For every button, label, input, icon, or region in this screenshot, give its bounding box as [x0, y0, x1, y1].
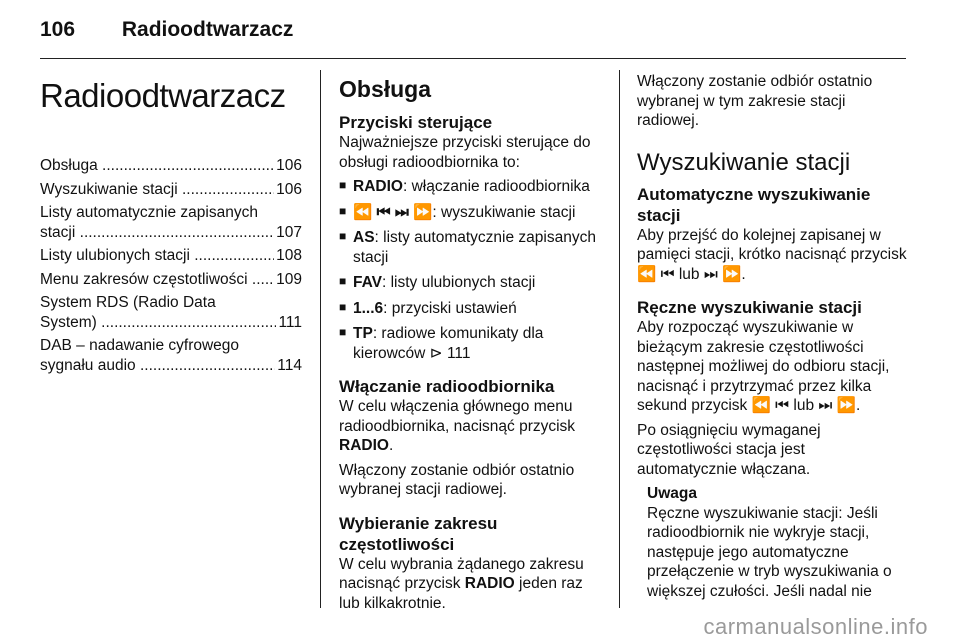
- paragraph-intro: Najważniejsze przyciski sterujące do obsługi radioodbiornika to:: [339, 134, 591, 171]
- toc-entry[interactable]: [40, 156, 302, 176]
- content-column-3: [637, 72, 907, 601]
- page-number: 106: [40, 18, 76, 41]
- page-header: [40, 18, 293, 42]
- header-divider: [40, 58, 906, 59]
- note-title: Uwaga: [647, 485, 697, 502]
- item-text: : radiowe komunikaty dla kierowców ⊳ 111: [353, 325, 544, 362]
- button-key: TP: [353, 325, 373, 342]
- item-text: : przyciski ustawień: [383, 299, 517, 317]
- toc-text: Menu zakresów częstotliwości .....: [40, 270, 274, 290]
- subheading-przyciski: Przyciski sterujące: [339, 113, 493, 132]
- item-text: : listy ulubionych stacji: [382, 274, 536, 291]
- paragraph-wlaczanie: [339, 397, 605, 456]
- toc-entry[interactable]: [40, 336, 302, 375]
- button-key: RADIO: [339, 437, 389, 454]
- toc-page: 106: [276, 180, 302, 198]
- toc-entry[interactable]: [40, 203, 302, 242]
- section-heading-obsluga: Obsługa: [339, 76, 432, 102]
- paragraph-text: W celu wybrania żądanego zakresu nacisnąć przycisk: [339, 555, 584, 592]
- paragraph-wlaczanie-2: Włączony zostanie odbiór ostatnio wybranej stacji radiowej.: [339, 461, 575, 498]
- list-item: [339, 273, 605, 293]
- column-divider-2: [619, 70, 620, 608]
- note-box: [637, 484, 907, 601]
- toc-page: 107: [276, 223, 302, 241]
- button-key: FAV: [353, 274, 382, 291]
- toc-text: sygnału audio .....: [40, 356, 275, 376]
- toc-text: Wyszukiwanie stacji .....: [40, 180, 274, 200]
- toc-page: 108: [276, 247, 302, 264]
- paragraph-auto: Aby przejść do kolejnej zapisanej w pamięci stacji, krótko nacisnąć przycisk ⏪ ⏮ lub ⏭ ⏩.: [637, 226, 907, 283]
- toc-text: Listy ulubionych stacji .....: [40, 246, 274, 266]
- paragraph-po: Po osiągnięciu wymaganej częstotliwości stacja jest automatycznie włączana.: [637, 421, 821, 478]
- toc-entry[interactable]: [40, 270, 302, 290]
- item-text: : włączanie radioodbiornika: [402, 178, 590, 195]
- paragraph-text: jeden raz lub kilkakrotnie.: [339, 575, 583, 612]
- button-key: RADIO: [353, 178, 403, 195]
- item-text: : wyszukiwanie stacji: [432, 203, 576, 221]
- button-key: RADIO: [464, 575, 515, 592]
- watermark: carmanualsonline.info: [703, 614, 928, 639]
- button-key: 1...6: [353, 299, 384, 317]
- toc-page: 111: [278, 313, 302, 331]
- toc-text: System) .....: [40, 313, 276, 333]
- paragraph-zakres: [339, 555, 605, 614]
- list-item: [339, 299, 605, 319]
- list-item: [339, 324, 605, 363]
- toc-text: Listy automatycznie zapisanych: [40, 204, 258, 221]
- toc-page: 109: [276, 270, 302, 288]
- paragraph-top: Włączony zostanie odbiór ostatnio wybranej w tym zakresie stacji radiowej.: [637, 73, 873, 129]
- controls-list: [339, 177, 605, 363]
- paragraph-text: W celu włączenia głównego menu radioodbiornika, nacisnąć przycisk: [339, 398, 576, 435]
- toc-column: [40, 72, 302, 379]
- list-item: [339, 177, 605, 197]
- note-text: Ręczne wyszukiwanie stacji: Jeśli radioodbiornik nie wykryje stacji, następuje jego automatyczne przełączenie w tryb wyszukiwania o większej czułości. Jeśli nadal nie: [647, 504, 892, 600]
- toc-text: System RDS (Radio Data: [40, 294, 216, 311]
- column-divider-1: [320, 70, 321, 608]
- header-title: Radioodtwarzacz: [121, 18, 294, 41]
- punctuation: .: [388, 437, 394, 454]
- subheading-wlaczanie: Włączanie radioodbiornika: [339, 377, 555, 396]
- toc-page: 114: [277, 356, 302, 374]
- subheading-zakres: Wybieranie zakresu częstotliwości: [339, 513, 498, 554]
- content-column-2: [339, 72, 605, 618]
- item-text: : listy automatycznie zapisanych stacji: [353, 229, 596, 266]
- button-key: AS: [353, 229, 375, 246]
- toc-entry[interactable]: [40, 246, 302, 266]
- paragraph-reczne: Aby rozpocząć wyszukiwanie w bieżącym zakresie częstotliwości następnej możliwej do odbioru stacji, nacisnąć i przytrzymać przez kilka sekund przycisk ⏪ ⏮ lub ⏭ ⏩.: [637, 319, 890, 414]
- subheading-auto: Automatyczne wyszukiwanie stacji: [637, 184, 871, 225]
- section-heading-wyszukiwanie: Wyszukiwanie stacji: [637, 148, 851, 176]
- toc-entry[interactable]: [40, 180, 302, 200]
- toc-text: DAB – nadawanie cyfrowego: [40, 337, 240, 354]
- seek-buttons-icon: ⏪ ⏮ ⏭ ⏩: [353, 203, 433, 221]
- list-item: [339, 203, 605, 223]
- toc-text: stacji .....: [40, 223, 274, 243]
- toc-page: 106: [276, 157, 302, 174]
- list-item: [339, 228, 605, 267]
- subheading-reczne: Ręczne wyszukiwanie stacji: [637, 298, 862, 317]
- toc-text: Obsługa .....: [40, 156, 274, 176]
- toc-entry[interactable]: [40, 293, 302, 332]
- chapter-title: Radioodtwarzacz: [40, 77, 286, 114]
